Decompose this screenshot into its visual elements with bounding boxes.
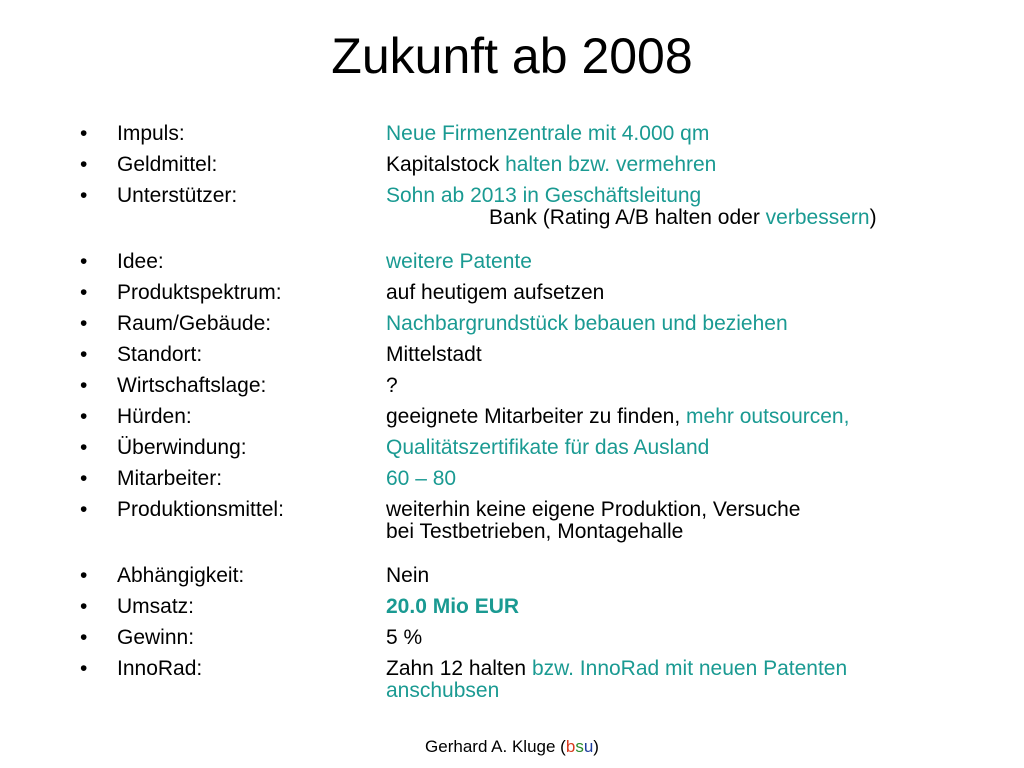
value-segment: Sohn ab 2013 in Geschäftsleitung: [386, 184, 702, 207]
value-segment: ): [869, 206, 877, 229]
list-item: [0, 494, 1024, 560]
value-segment: 60 – 80: [386, 467, 457, 490]
item-value-line1: [386, 118, 709, 149]
bullet-mark: •: [80, 657, 88, 680]
item-label: Umsatz:: [117, 595, 195, 618]
bullet-mark: •: [80, 374, 88, 397]
list-item: [0, 463, 1024, 494]
list-item: [0, 432, 1024, 463]
value-segment: halten bzw. vermehren: [505, 153, 717, 176]
list-item: [0, 401, 1024, 432]
item-label: Abhängigkeit:: [117, 564, 245, 587]
item-value-line1: [386, 401, 849, 432]
list-item: [0, 180, 1024, 246]
item-value-line1: [386, 463, 456, 494]
value-segment: auf heutigem aufsetzen: [386, 281, 605, 304]
item-label: Produktspektrum:: [117, 281, 282, 304]
value-segment: bzw. InnoRad mit neuen Patenten: [531, 657, 848, 680]
item-label: InnoRad:: [117, 657, 203, 680]
item-value-line2: [386, 678, 499, 704]
list-item: [0, 308, 1024, 339]
value-segment: 5 %: [386, 626, 423, 649]
list-item: [0, 560, 1024, 591]
value-segment: anschubsen: [386, 679, 500, 702]
footer-logo-b: b: [565, 737, 576, 756]
bullet-mark: •: [80, 343, 88, 366]
item-label: Wirtschaftslage:: [117, 374, 267, 397]
value-segment: geeignete Mitarbeiter zu finden,: [386, 405, 687, 428]
item-value-line2: [386, 519, 683, 545]
item-value-line1: [386, 149, 716, 180]
value-segment: Zahn 12 halten: [386, 657, 532, 680]
value-segment: Mittelstadt: [386, 343, 482, 366]
item-label: Hürden:: [117, 405, 192, 428]
slide-title: Zukunft ab 2008: [331, 28, 693, 84]
list-item: [0, 149, 1024, 180]
bullet-mark: •: [80, 153, 88, 176]
item-value-line1: [386, 591, 519, 622]
item-label: Gewinn:: [117, 626, 195, 649]
bullet-mark: •: [80, 405, 88, 428]
value-segment: bei Testbetrieben, Montagehalle: [386, 520, 684, 543]
item-label: Mitarbeiter:: [117, 467, 223, 490]
value-segment: Nein: [386, 564, 430, 587]
footer: [0, 736, 1024, 758]
item-value-line1: [386, 432, 709, 463]
bullet-mark: •: [80, 498, 88, 521]
item-label: Impuls:: [117, 122, 185, 145]
footer-close: ): [593, 737, 599, 756]
item-value-line1: [386, 308, 788, 339]
value-segment: weitere Patente: [386, 250, 532, 273]
bullet-mark: •: [80, 312, 88, 335]
value-segment: Kapitalstock: [386, 153, 506, 176]
list-item: [0, 246, 1024, 277]
list-item: [0, 622, 1024, 653]
item-value-line1: [386, 370, 398, 401]
bullet-mark: •: [80, 184, 88, 207]
item-label: Standort:: [117, 343, 203, 366]
item-label: Idee:: [117, 250, 164, 273]
footer-author: Gerhard A. Kluge (: [425, 737, 566, 756]
value-segment: ?: [386, 374, 398, 397]
value-segment: Neue Firmenzentrale mit 4.000 qm: [386, 122, 710, 145]
item-label: Überwindung:: [117, 436, 247, 459]
bullet-mark: •: [80, 467, 88, 490]
item-value-line1: [386, 339, 482, 370]
item-label: Produktionsmittel:: [117, 498, 284, 521]
bullet-list: [0, 118, 1024, 719]
footer-logo-u: u: [583, 737, 594, 756]
value-segment: Qualitätszertifikate für das Ausland: [386, 436, 710, 459]
list-item: [0, 370, 1024, 401]
item-value-line1: [386, 246, 532, 277]
bullet-mark: •: [80, 436, 88, 459]
bullet-mark: •: [80, 626, 88, 649]
list-item: [0, 653, 1024, 719]
bullet-mark: •: [80, 250, 88, 273]
footer-logo-s: s: [575, 737, 584, 756]
item-value-line1: [386, 277, 604, 308]
value-segment: weiterhin keine eigene Produktion, Versuche: [386, 498, 801, 521]
list-item: [0, 277, 1024, 308]
item-value-line2: [489, 205, 877, 231]
bullet-mark: •: [80, 595, 88, 618]
value-segment: Nachbargrundstück bebauen und beziehen: [386, 312, 788, 335]
bullet-mark: •: [80, 564, 88, 587]
list-item: [0, 591, 1024, 622]
item-value-line1: [386, 622, 422, 653]
list-item: [0, 339, 1024, 370]
value-segment: Bank (Rating A/B halten oder: [489, 206, 766, 229]
value-segment: verbessern: [765, 206, 870, 229]
item-label: Unterstützer:: [117, 184, 238, 207]
value-segment: 20.0 Mio EUR: [386, 595, 520, 618]
bullet-mark: •: [80, 122, 88, 145]
list-item: [0, 118, 1024, 149]
item-label: Raum/Gebäude:: [117, 312, 272, 335]
item-value-line1: [386, 560, 429, 591]
bullet-mark: •: [80, 281, 88, 304]
value-segment: mehr outsourcen,: [686, 405, 850, 428]
item-label: Geldmittel:: [117, 153, 218, 176]
